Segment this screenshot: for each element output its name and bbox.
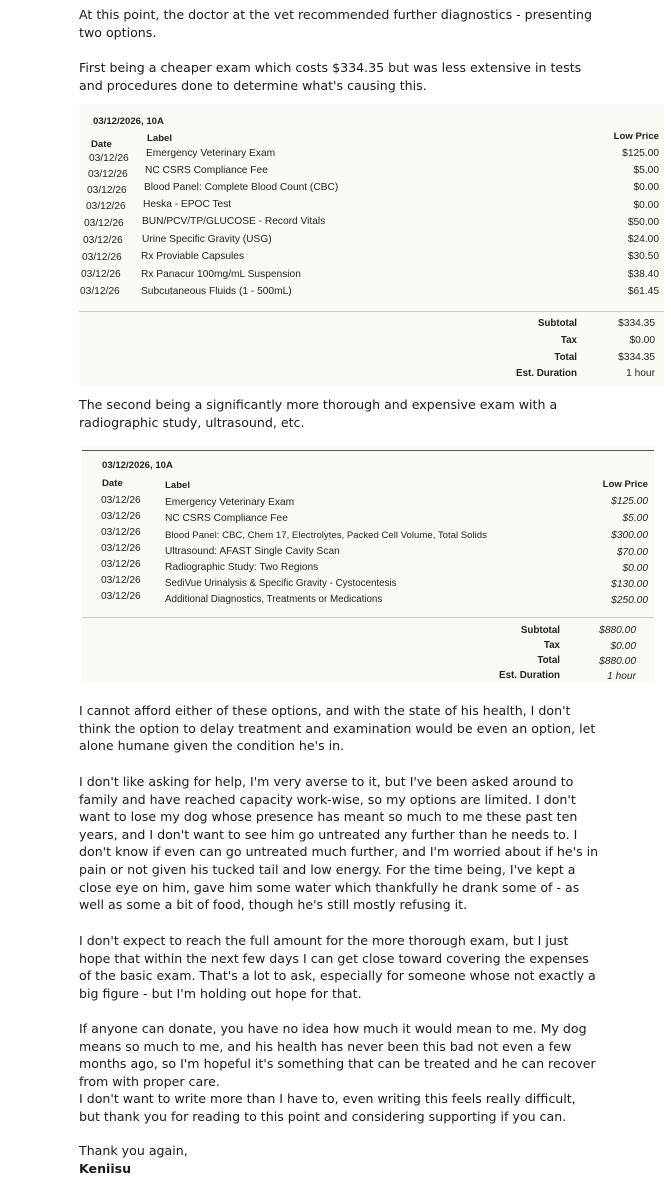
row-label: NC CSRS Compliance Fee [145,165,268,176]
total-value: $334.35 [618,352,655,363]
row-label: SediVue Urinalysis & Specific Gravity - Cystocentesis [165,578,397,589]
row-label: Rx Panacur 100mg/mL Suspension [141,269,301,280]
row-date: 03/12/26 [101,575,141,586]
row-date: 03/12/26 [83,235,123,246]
total-value: $880.00 [599,656,636,667]
total-label: Total [554,352,577,363]
receipt-header-date: 03/12/2026, 10A [102,460,173,471]
row-label: Emergency Veterinary Exam [165,497,295,508]
tax-value: $0.00 [629,335,655,346]
row-price: $5.00 [622,513,648,524]
subtotal-value: $334.35 [618,318,655,329]
row-date: 03/12/26 [87,185,127,196]
row-price: $61.45 [627,286,659,297]
total-label: Total [537,655,560,666]
row-price: $0.00 [622,563,648,574]
row-price: $125.00 [611,496,648,507]
row-price: $24.00 [627,234,659,245]
divider [82,450,654,451]
signoff-name: Keniisu [79,1161,132,1176]
row-date: 03/12/26 [82,252,122,263]
divider [82,617,654,618]
row-date: 03/12/26 [101,543,141,554]
row-date: 03/12/26 [101,591,141,602]
paragraph-asking-help: I don't like asking for help, I'm very averse to it, but I've been asked around to family and have reached capacity work-wise, so my options are limited. I don't want to lose my dog whose presence has meant so much to me these past ten years, and I don't want to see him go untreated any further than he needs to. I don't know if even can go untreated much further, and I'm worried about if he's in pain or not given his tucked tail and low energy. For the time being, I've kept a close eye on him, gave him some water which thankfully he drank some of - as well as some a bit of food, though he's still mostly refusing it. [79,774,599,913]
row-date: 03/12/26 [84,218,124,229]
receipt-thorough-exam [82,447,654,683]
duration-label: Est. Duration [499,670,560,681]
row-label: Radiographic Study: Two Regions [165,562,319,573]
row-label: Subcutaneous Fluids (1 - 500mL) [141,286,292,297]
row-price: $0.00 [633,182,659,193]
row-price: $30.50 [627,251,659,262]
row-date: 03/12/26 [86,201,126,212]
row-label: Heska - EPOC Test [143,199,232,210]
row-price: $0.00 [633,200,659,211]
receipt-header-date: 03/12/2026, 10A [93,116,164,127]
paragraph-thanks-reading: I don't want to write more than I have to, even writing this feels really difficult, but thank you for reading to this point and considering supporting if you can. [79,1091,576,1124]
row-price: $130.00 [611,579,648,590]
row-price: $250.00 [611,595,648,606]
column-header-label: Label [147,133,173,144]
row-label: Ultrasound: AFAST Single Cavity Scan [165,546,340,557]
divider [79,311,664,312]
row-date: 03/12/26 [101,511,141,522]
row-price: $125.00 [622,148,659,159]
paragraph-thorough-exam: The second being a significantly more thorough and expensive exam with a radiographic study, ultrasound, etc. [79,397,558,430]
column-header-label: Label [165,480,191,491]
row-date: 03/12/26 [80,286,120,297]
paragraph-options-intro: At this point, the doctor at the vet recommended further diagnostics - presenting two options. [79,7,593,40]
row-label: Emergency Veterinary Exam [146,148,276,159]
row-label: BUN/PCV/TP/GLUCOSE - Record Vitals [142,216,326,227]
paragraph-donate: If anyone can donate, you have no idea how much it would mean to me. My dog means so much to me, and his health has never been this bad not even a few months ago, so I'm hopeful it's something that can be treated and he can recover from with proper care. [79,1021,596,1089]
tax-label: Tax [560,335,577,346]
row-label: Additional Diagnostics, Treatments or Medications [165,594,383,605]
subtotal-value: $880.00 [599,625,636,636]
row-price: $70.00 [616,547,648,558]
duration-value: 1 hour [626,368,655,379]
row-label: Blood Panel: CBC, Chem 17, Electrolytes, Packed Cell Volume, Total Solids [165,530,487,541]
row-price: $38.40 [627,269,659,280]
row-date: 03/12/26 [101,527,141,538]
receipt-basic-exam [79,104,664,386]
paragraph-cannot-afford: I cannot afford either of these options, and with the state of his health, I don't think the option to delay treatment and examination would be even an option, let alone humane given the condition he's in. [79,703,596,754]
paragraph-expectations: I don't expect to reach the full amount for the more thorough exam, but I just hope that within the next few days I can get close toward covering the expenses of the basic exam. That's a lot to ask, especially for someone whose not exactly a big figure - but I'm holding out hope for that. [79,933,596,1001]
row-price: $5.00 [633,165,659,176]
column-header-date: Date [91,139,112,150]
row-date: 03/12/26 [101,495,141,506]
row-price: $300.00 [611,530,648,541]
column-header-price: Low Price [613,131,659,142]
column-header-price: Low Price [602,479,648,490]
row-label: Urine Specific Gravity (USG) [142,234,272,245]
row-date: 03/12/26 [101,559,141,570]
row-price: $50.00 [627,217,659,228]
duration-label: Est. Duration [516,368,577,379]
row-date: 03/12/26 [88,169,128,180]
subtotal-label: Subtotal [520,625,560,636]
row-date: 03/12/26 [81,269,121,280]
column-header-date: Date [102,478,123,489]
duration-value: 1 hour [607,671,636,682]
subtotal-label: Subtotal [537,318,577,329]
signoff-thanks: Thank you again, [79,1143,188,1158]
tax-label: Tax [543,640,560,651]
row-label: Blood Panel: Complete Blood Count (CBC) [144,182,339,193]
row-label: Rx Proviable Capsules [141,251,245,262]
paragraph-cheaper-exam: First being a cheaper exam which costs $334.35 but was less extensive in tests and procedures done to determine what's causing this. [79,60,582,93]
row-label: NC CSRS Compliance Fee [165,513,288,524]
row-date: 03/12/26 [89,153,129,164]
tax-value: $0.00 [610,641,636,652]
